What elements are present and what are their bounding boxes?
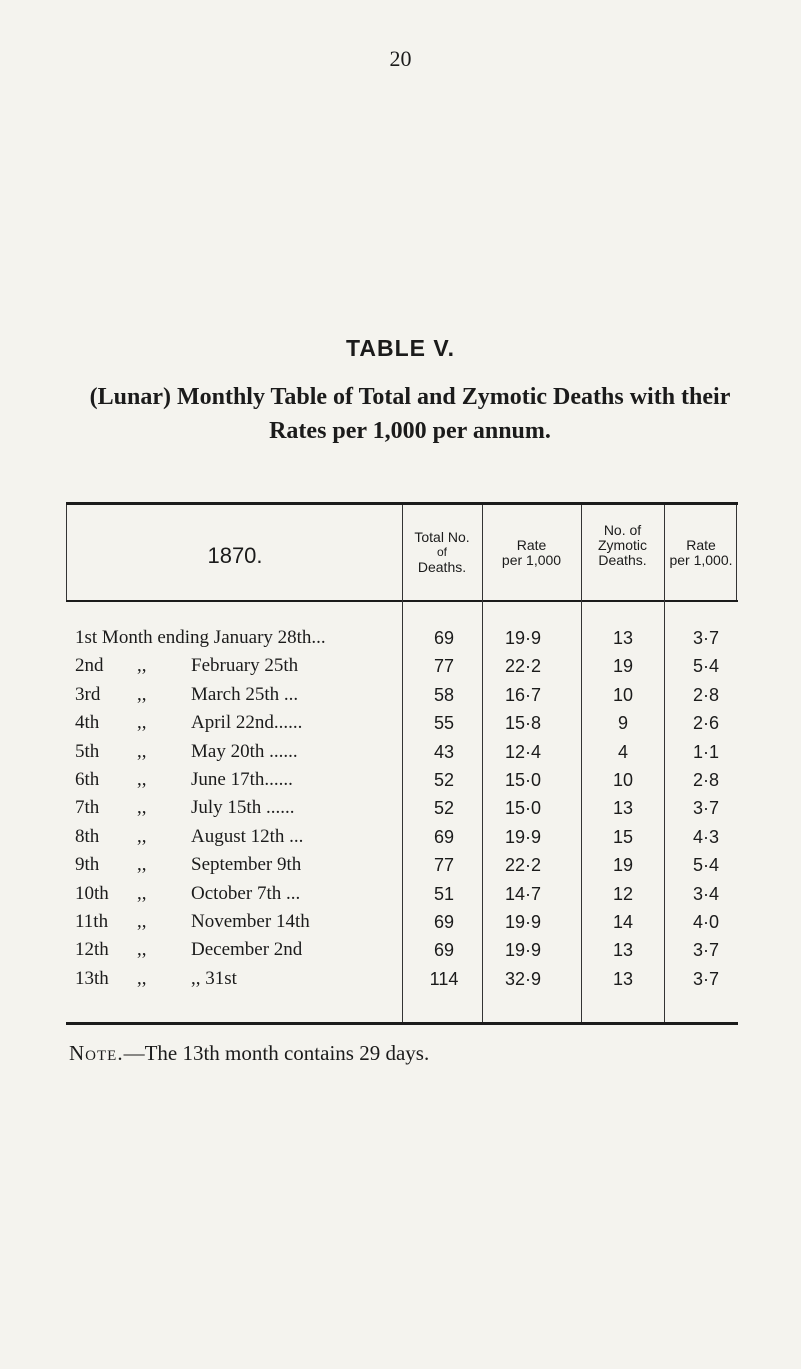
row-ordinal: 10th <box>75 882 109 904</box>
cell-rate: 12·4 <box>504 741 542 762</box>
header-line: Rate <box>516 537 547 553</box>
cell-rate: 22·2 <box>504 656 542 677</box>
cell-zymotic-rate: 3·7 <box>692 940 719 961</box>
row-date: June 17th...... <box>191 769 293 790</box>
cell-zymotic-deaths: 19 <box>612 855 634 876</box>
cell-total-deaths: 77 <box>433 855 455 876</box>
row-date: ,, 31st <box>191 967 237 989</box>
cell-rate: 19·9 <box>504 826 542 847</box>
cell-zymotic-rate: 2·8 <box>692 770 719 790</box>
header-line: per 1,000. <box>669 552 733 568</box>
table-row <box>0 796 801 820</box>
header-line: Deaths. <box>598 552 647 568</box>
cell-rate: 19·9 <box>504 940 542 961</box>
cell-zymotic-deaths: 10 <box>612 684 634 705</box>
table-row <box>0 711 801 735</box>
row-ordinal: 8th <box>75 825 100 847</box>
header-line: Zymotic <box>598 537 647 553</box>
row-ditto-mark: ,, <box>137 825 147 847</box>
row-ordinal: 13th <box>75 967 109 989</box>
cell-rate: 14·7 <box>504 883 542 904</box>
row-date: September 9th <box>191 854 302 876</box>
row-ordinal: 2nd <box>75 655 104 677</box>
row-date: December 2nd <box>191 939 303 961</box>
row-ordinal: 9th <box>75 854 100 876</box>
row-date: April 22nd...... <box>191 712 303 734</box>
header-year: 1870. <box>207 543 263 568</box>
table-row <box>0 654 801 678</box>
cell-zymotic-rate: 3·7 <box>692 798 719 819</box>
row-ditto-mark: ,, <box>137 967 147 989</box>
row-ordinal: 6th <box>75 769 100 790</box>
cell-zymotic-deaths: 13 <box>612 968 634 989</box>
row-ditto-mark: ,, <box>137 797 147 819</box>
cell-zymotic-deaths: 19 <box>612 656 634 677</box>
row-ditto-mark: ,, <box>137 882 147 904</box>
header-line: Total No. <box>414 529 470 545</box>
column-divider <box>66 505 67 600</box>
row-ditto-mark: ,, <box>137 854 147 876</box>
cell-rate: 19·9 <box>504 912 542 932</box>
cell-zymotic-deaths: 9 <box>617 713 628 734</box>
cell-rate: 32·9 <box>504 968 542 989</box>
cell-zymotic-rate: 3·7 <box>692 628 719 648</box>
row-ordinal: 7th <box>75 797 100 819</box>
cell-total-deaths: 43 <box>433 741 455 762</box>
row-ditto-mark: ,, <box>137 655 147 677</box>
cell-rate: 15·8 <box>504 713 542 734</box>
cell-zymotic-rate: 5·4 <box>692 656 719 677</box>
cell-total-deaths: 52 <box>433 770 455 790</box>
cell-zymotic-rate: 3·4 <box>692 883 719 904</box>
row-ordinal: 11th <box>75 911 109 932</box>
table-row <box>0 683 801 707</box>
note-label: Note. <box>69 1041 124 1065</box>
row-ditto-mark: ,, <box>137 712 147 734</box>
table-row <box>0 910 801 934</box>
row-ordinal: 5th <box>75 740 100 762</box>
cell-zymotic-rate: 4·3 <box>692 826 719 847</box>
table-note <box>69 1041 429 1066</box>
row-ditto-mark: ,, <box>137 683 147 705</box>
table-row <box>0 768 801 792</box>
cell-zymotic-deaths: 13 <box>612 940 634 961</box>
row-ordinal: 12th <box>75 939 109 961</box>
row-ordinal: 3rd <box>75 683 101 705</box>
cell-zymotic-deaths: 15 <box>612 826 634 847</box>
table-title: TABLE V. <box>346 335 455 361</box>
cell-rate: 22·2 <box>504 855 542 876</box>
row-ordinal: 4th <box>75 712 100 734</box>
page-number: 20 <box>389 46 412 71</box>
cell-zymotic-deaths: 14 <box>612 912 634 932</box>
row-date: March 25th ... <box>191 683 299 705</box>
table-row <box>0 853 801 877</box>
cell-total-deaths: 69 <box>433 826 455 847</box>
cell-total-deaths: 69 <box>433 912 455 932</box>
row-date: July 15th ...... <box>191 797 295 819</box>
cell-zymotic-rate: 3·7 <box>692 968 719 989</box>
row-label: 1st Month ending January 28th... <box>75 627 326 648</box>
cell-zymotic-deaths: 10 <box>612 770 634 790</box>
table-row <box>0 967 801 991</box>
row-date: May 20th ...... <box>191 740 298 762</box>
cell-zymotic-rate: 2·8 <box>692 684 719 705</box>
cell-rate: 15·0 <box>504 770 542 790</box>
row-date: February 25th <box>191 655 299 677</box>
cell-total-deaths: 51 <box>433 883 455 904</box>
header-zymotic-deaths <box>581 523 664 568</box>
row-date: October 7th ... <box>191 882 301 904</box>
cell-total-deaths: 69 <box>433 628 455 648</box>
cell-total-deaths: 52 <box>433 798 455 819</box>
cell-total-deaths: 77 <box>433 656 455 677</box>
cell-total-deaths: 55 <box>433 713 455 734</box>
header-line: No. of <box>603 522 642 538</box>
table-caption-line-1: (Lunar) Monthly Table of Total and Zymotic Deaths with their <box>89 384 731 410</box>
note-text: —The 13th month contains 29 days. <box>123 1041 430 1065</box>
cell-rate: 15·0 <box>504 798 542 819</box>
row-ditto-mark: ,, <box>137 939 147 961</box>
bottom-rule <box>66 1022 738 1025</box>
cell-zymotic-deaths: 12 <box>612 883 634 904</box>
header-zymotic-rate <box>664 538 738 568</box>
cell-total-deaths: 58 <box>433 684 455 705</box>
row-ditto-mark: ,, <box>137 769 147 790</box>
header-line: of <box>436 545 447 559</box>
header-rate <box>482 538 581 568</box>
row-ditto-mark: ,, <box>137 740 147 762</box>
header-line: Deaths. <box>417 559 467 575</box>
cell-zymotic-rate: 1·1 <box>692 741 719 762</box>
cell-zymotic-deaths: 4 <box>617 741 628 762</box>
cell-zymotic-deaths: 13 <box>612 628 634 648</box>
row-date: August 12th ... <box>191 825 304 847</box>
table-row <box>0 740 801 764</box>
table-row <box>0 626 801 650</box>
cell-zymotic-deaths: 13 <box>612 798 634 819</box>
table-caption-line-2: Rates per 1,000 per annum. <box>269 418 551 444</box>
table-row <box>0 938 801 962</box>
row-date: November 14th <box>191 911 310 932</box>
table-row <box>0 825 801 849</box>
table-row <box>0 882 801 906</box>
cell-zymotic-rate: 4·0 <box>692 912 719 932</box>
cell-rate: 19·9 <box>504 628 542 648</box>
cell-total-deaths: 69 <box>433 940 455 961</box>
cell-zymotic-rate: 2·6 <box>692 713 719 734</box>
cell-total-deaths: 114 <box>429 968 459 989</box>
header-line: Rate <box>686 537 716 553</box>
cell-zymotic-rate: 5·4 <box>692 855 719 876</box>
cell-rate: 16·7 <box>504 684 542 705</box>
header-total-deaths <box>402 530 482 575</box>
header-line: per 1,000 <box>501 552 562 568</box>
row-ditto-mark: ,, <box>137 911 147 932</box>
